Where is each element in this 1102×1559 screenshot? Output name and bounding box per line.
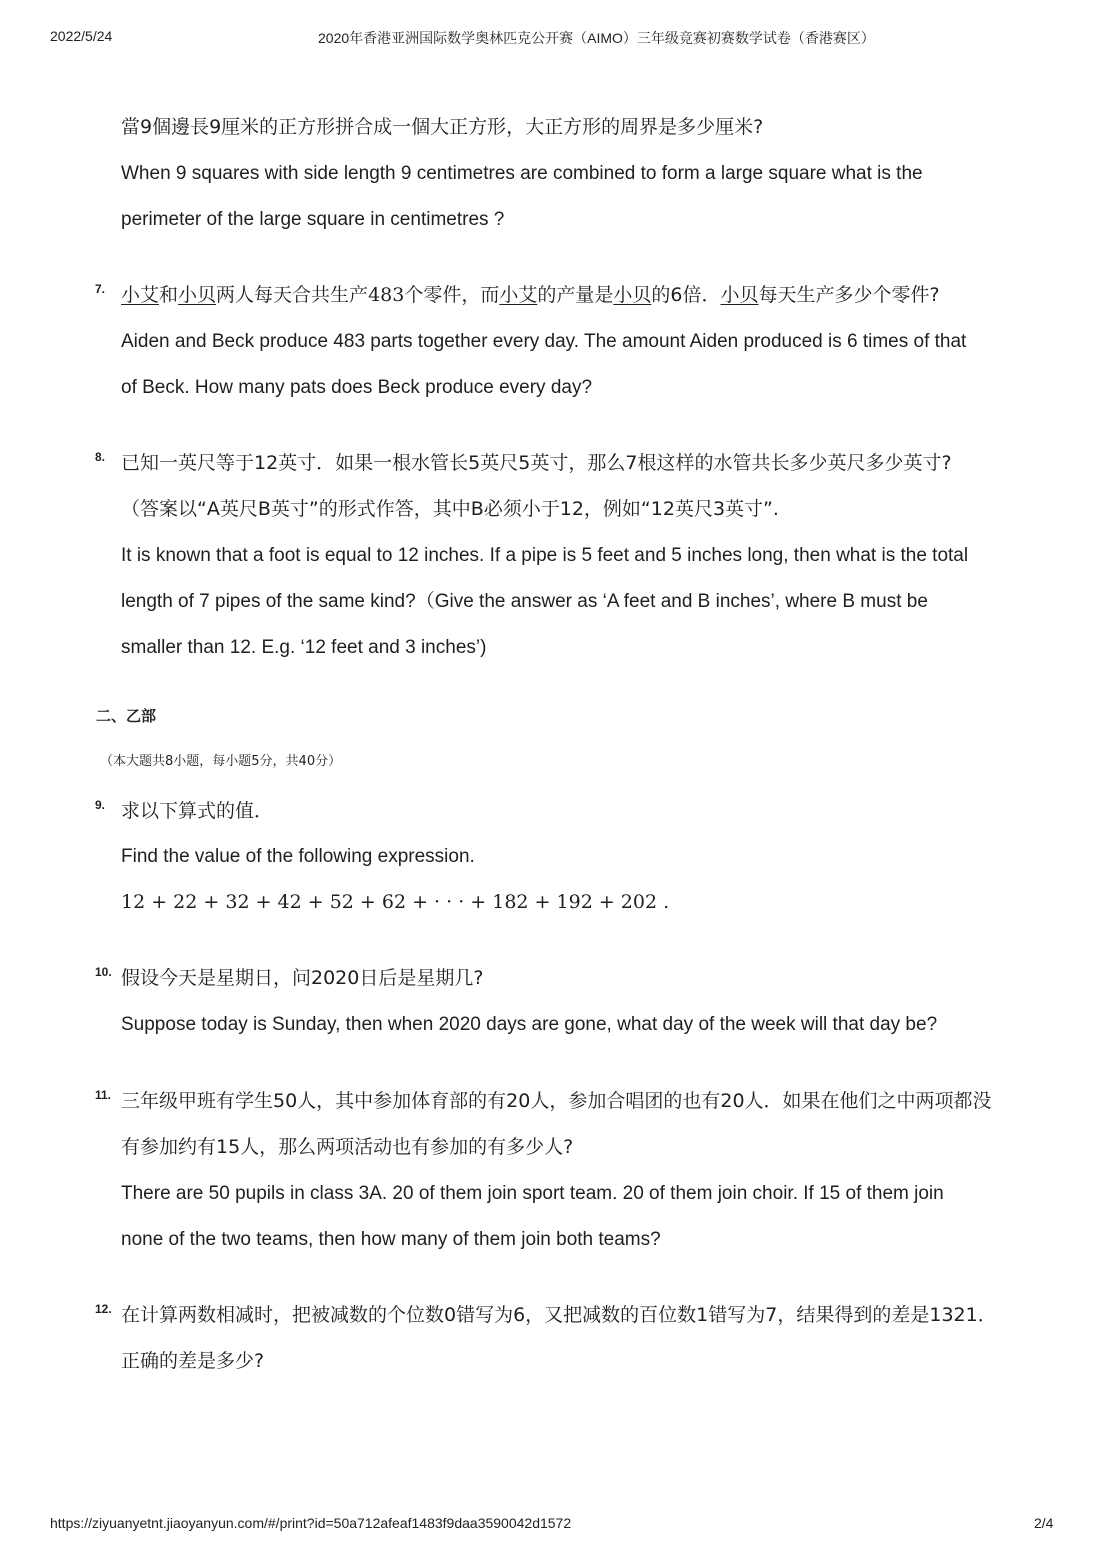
q12-number: 12. (95, 1302, 112, 1316)
q7-number: 7. (95, 282, 106, 296)
q7-chinese: 小艾和小贝两人每天合共生产483个零件，而小艾的产量是小贝的6倍．小贝每天生产多少个零件? (121, 284, 940, 306)
q8-chinese-line2: （答案以“A英尺B英寸”的形式作答，其中B必须小于12，例如“12英尺3英寸”. (121, 498, 779, 520)
name-xiaobei: 小贝 (178, 284, 217, 306)
q9-expression: 12 + 22 + 32 + 42 + 52 + 62 + · · · + 182 + 192 + 202 . (121, 891, 670, 913)
q11-english-line2: none of the two teams, then how many of them join both teams? (121, 1229, 661, 1250)
name-xiaoai: 小艾 (121, 284, 160, 306)
q12-chinese-line1: 在计算两数相减时，把被减数的个位数0错写为6，又把减数的百位数1错写为7，结果得到的差是1321． (121, 1304, 997, 1326)
q10-english: Suppose today is Sunday, then when 2020 days are gone, what day of the week will that day be? (121, 1014, 938, 1035)
section-title: 二、乙部 (96, 707, 157, 725)
q11-english-line1: There are 50 pupils in class 3A. 20 of them join sport team. 20 of them join choir. If 15 of them join (121, 1183, 944, 1204)
q9-english: Find the value of the following expression. (121, 846, 475, 867)
q8-chinese-line1: 已知一英尺等于12英寸．如果一根水管长5英尺5英寸，那么7根这样的水管共长多少英尺多少英寸? (121, 452, 952, 474)
name-xiaobei: 小贝 (613, 284, 652, 306)
name-xiaobei: 小贝 (720, 284, 759, 306)
q9-chinese: 求以下算式的值． (121, 800, 274, 822)
name-xiaoai: 小艾 (499, 284, 538, 306)
q11-chinese-line1: 三年级甲班有学生50人，其中参加体育部的有20人，参加合唱团的也有20人．如果在他们之中两项都没 (121, 1090, 992, 1112)
q12-chinese-line2: 正确的差是多少? (121, 1350, 265, 1372)
section-note: （本大题共8小题，每小题5分，共40分） (100, 754, 342, 769)
q11-chinese-line2: 有参加约有15人，那么两项活动也有参加的有多少人? (121, 1136, 574, 1158)
q7-english-line2: of Beck. How many pats does Beck produce every day? (121, 377, 593, 398)
q10-chinese: 假设今天是星期日，问2020日后是星期几? (121, 967, 484, 989)
q10-number: 10. (95, 965, 112, 979)
page-url: https://ziyuanyetnt.jiaoyanyun.com/#/print?id=50a712afeaf1483f9daa3590042d1572 (50, 1515, 572, 1531)
q6-english-line2: perimeter of the large square in centimetres ? (121, 209, 505, 230)
q8-number: 8. (95, 450, 106, 464)
print-date: 2022/5/24 (50, 28, 113, 44)
q9-number: 9. (95, 798, 106, 812)
page-number: 2/4 (1034, 1515, 1054, 1531)
q11-number: 11. (95, 1088, 112, 1102)
q8-english-line2: length of 7 pipes of the same kind?（Give the answer as ‘A feet and B inches’, where B must be (121, 591, 928, 612)
q8-english-line3: smaller than 12. E.g. ‘12 feet and 3 inches’) (121, 637, 487, 658)
q6-english-line1: When 9 squares with side length 9 centimetres are combined to form a large square what is the (121, 163, 923, 184)
q6-chinese: 當9個邊長9厘米的正方形拼合成一個大正方形，大正方形的周界是多少厘米? (121, 116, 764, 138)
q8-english-line1: It is known that a foot is equal to 12 inches. If a pipe is 5 feet and 5 inches long, then what is the total (121, 545, 969, 566)
q7-english-line1: Aiden and Beck produce 483 parts together every day. The amount Aiden produced is 6 times of that (121, 331, 967, 352)
document-title: 2020年香港亚洲国际数学奥林匹克公开赛（AIMO）三年级竞赛初赛数学试卷（香港赛区） (318, 30, 875, 46)
